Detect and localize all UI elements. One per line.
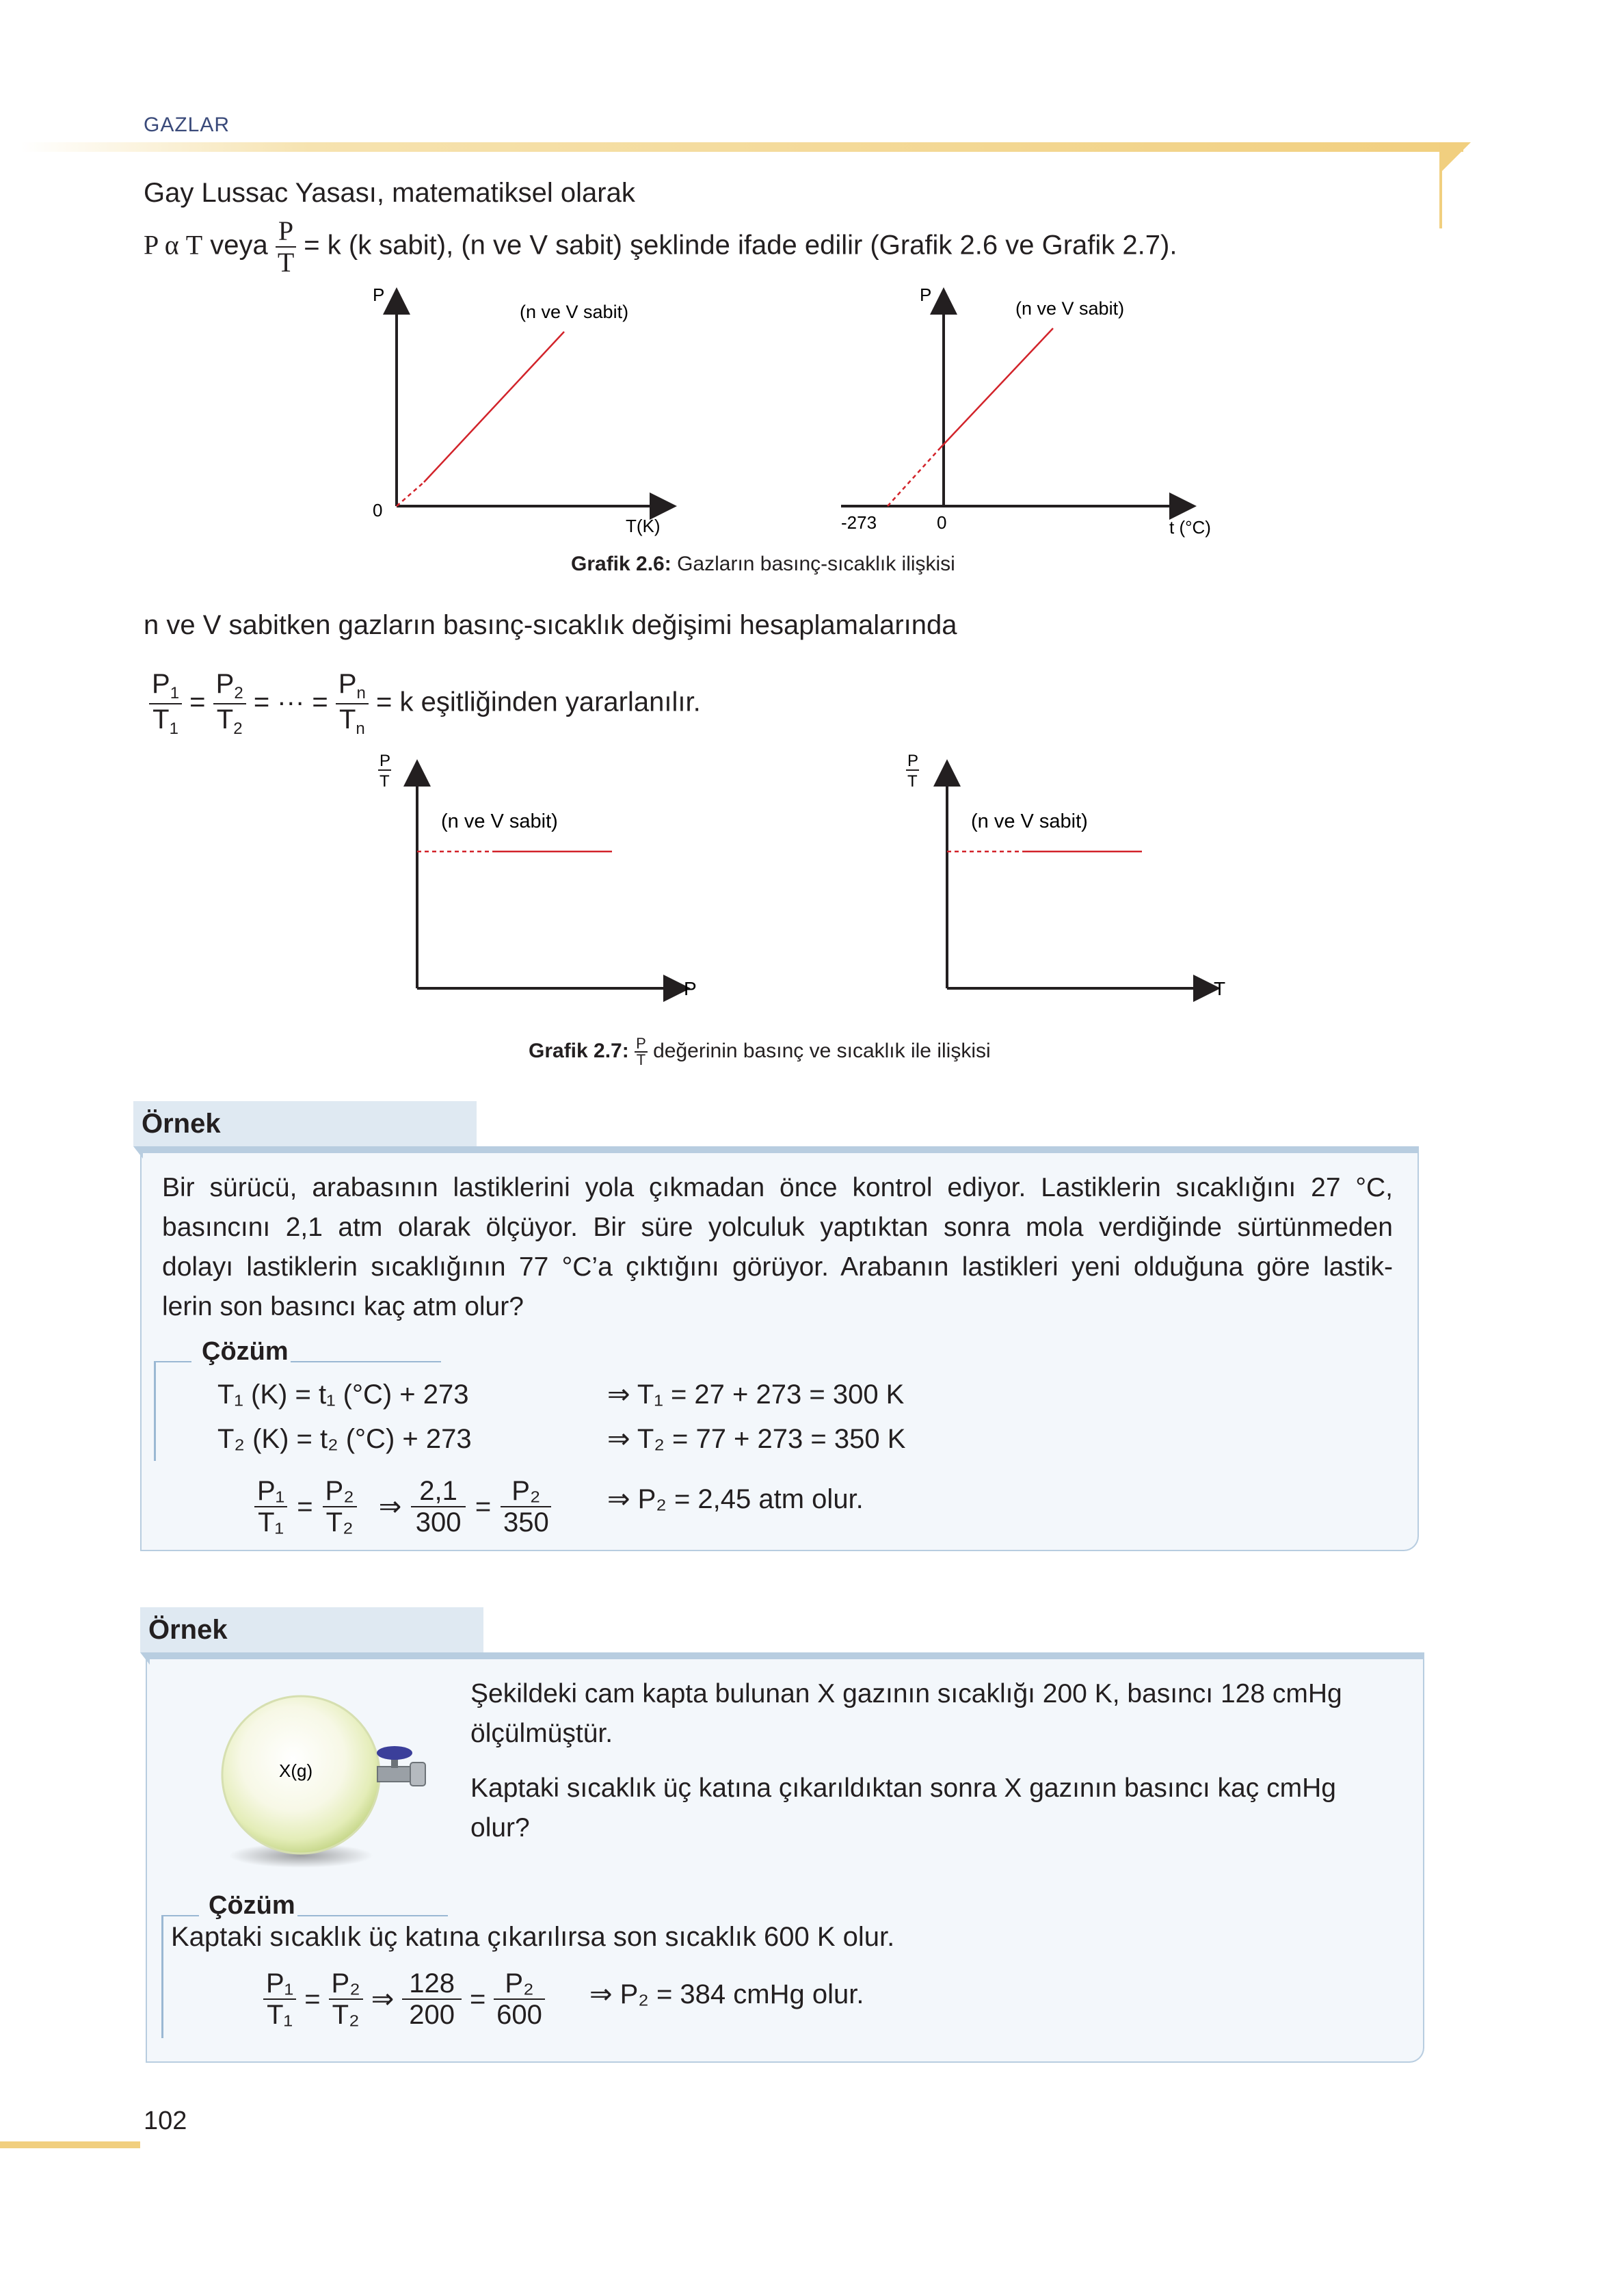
pressure-temperature-line: [424, 332, 564, 482]
x-label: P: [684, 978, 697, 999]
y-label-numerator: P: [907, 752, 919, 770]
veya-word: veya: [210, 230, 268, 261]
negative-intercept-label: -273: [841, 512, 877, 533]
example-1-tab: Örnek: [133, 1101, 477, 1146]
header-corner: [1439, 142, 1471, 174]
graph-2-6-left: [356, 287, 697, 540]
solution-bracket-top-right: [297, 1915, 448, 1916]
glass-vessel-figure: [205, 1686, 431, 1877]
ratio-values-2: $\frac{\text{P₂}}{600}$: [494, 1970, 544, 2029]
proportional-expression: P α T: [144, 229, 203, 261]
solution-row-2-left: T₂ (K) = t₂ (°C) + 273: [217, 1424, 472, 1454]
ellipsis: = ··· =: [253, 687, 328, 717]
ratio-1: $\frac{P_1}{T_1}$: [149, 670, 182, 737]
valve-end: [410, 1763, 425, 1786]
example-1-question: [162, 1168, 1393, 1327]
condition-note: (n ve V sabit): [971, 810, 1088, 832]
question-line: Bir sürücü, arabasının lastiklerini yola çıkmadan önce kontrol ediyor. Lastiklerin sıcaklığını 27 °C,: [162, 1173, 1393, 1202]
fraction-denominator: T: [277, 247, 295, 278]
condition-note: (n ve V sabit): [1015, 298, 1125, 319]
solution-row-3: $\frac{\text{P₁}}{\text{T₁}}$ = $\frac{\text{P₂}}{\text{T₂}}$ ⇒ $\frac{2,1}{300}$ = $\frac{\text{P₂}}{350}$: [254, 1477, 551, 1536]
page-number: 102: [144, 2107, 187, 2135]
footer-rule: [0, 2141, 140, 2148]
example-2-tab: Örnek: [140, 1607, 483, 1652]
fraction-numerator: P: [276, 217, 296, 248]
ratio-equality: [149, 670, 701, 737]
solution-heading: Çözüm: [209, 1891, 295, 1920]
intro-line-2-rest: = k (k sabit), (n ve V sabit) şeklinde ifade edilir (Grafik 2.6 ve Grafik 2.7).: [304, 230, 1177, 261]
condition-note: (n ve V sabit): [441, 810, 558, 832]
graph-2-6-caption: [571, 553, 955, 576]
solution-bracket-top: [154, 1361, 191, 1362]
pressure-temperature-line: [940, 328, 1053, 448]
question-line: Kaptaki sıcaklık üç katına çıkarıldıktan sonra X gazının basıncı kaç cmHg: [470, 1773, 1336, 1803]
extrapolated-line: [397, 482, 424, 506]
question-line: Şekildeki cam kapta bulunan X gazının sıcaklığı 200 K, basıncı 128 cmHg: [470, 1679, 1342, 1708]
section-header: GAZLAR: [144, 114, 230, 136]
example-1-tab-notch: [133, 1146, 143, 1159]
solution-bracket-top: [161, 1915, 199, 1916]
origin-label: 0: [373, 500, 383, 520]
solution-result: ⇒ P₂ = 384 cmHg olur.: [589, 1979, 864, 2009]
graph-2-7-left: [369, 752, 725, 1012]
solution-result: ⇒ P₂ = 2,45 atm olur.: [607, 1484, 864, 1514]
solution-row-1-right: ⇒ T₁ = 27 + 273 = 300 K: [607, 1380, 905, 1410]
header-rule: [21, 142, 1463, 152]
caption-fraction: $\frac{P}{T}$: [636, 1035, 646, 1068]
ratio-n: $\frac{P_n}{T_n}$: [336, 670, 369, 737]
gas-label: X(g): [279, 1760, 313, 1781]
example-2-question: [470, 1674, 1342, 1848]
graph-2-7-caption: [529, 1036, 991, 1068]
caption-label: Grafik 2.7:: [529, 1039, 629, 1062]
ratio-p2-t2: $\frac{\text{P₂}}{\text{T₂}}$: [329, 1970, 363, 2029]
p-over-t-fraction: [276, 217, 296, 276]
question-line: olur?: [470, 1813, 530, 1843]
solution-line: Kaptaki sıcaklık üç katına çıkarılırsa son sıcaklık 600 K olur.: [171, 1922, 895, 1952]
middle-line: n ve V sabitken gazların basınç-sıcaklık değişimi hesaplamalarında: [144, 610, 957, 640]
equality-tail: = k eşitliğinden yararlanılır.: [376, 687, 701, 717]
x-label: t (°C): [1169, 517, 1211, 538]
caption-text: Gazların basınç-sıcaklık ilişkisi: [677, 553, 955, 575]
ratio-values-1: $\frac{2,1}{300}$: [411, 1477, 466, 1536]
origin-label: 0: [937, 512, 947, 533]
question-line: dolayı lastiklerin sıcaklığının 77 °C’a çıktığını görüyor. Arabanın lastikleri yeni olduğuna göre lastik-: [162, 1252, 1393, 1282]
solution-heading: Çözüm: [202, 1337, 289, 1366]
graph-2-6-right: [827, 280, 1238, 540]
y-label: P: [373, 287, 385, 305]
solution-row-2-right: ⇒ T₂ = 77 + 273 = 350 K: [607, 1424, 906, 1454]
y-label: P: [920, 285, 932, 305]
solution-row-1-left: T₁ (K) = t₁ (°C) + 273: [217, 1380, 469, 1410]
valve-handle-icon: [377, 1746, 412, 1760]
intro-line-1: Gay Lussac Yasası, matematiksel olarak: [144, 178, 635, 208]
graph-2-7-right: [899, 752, 1255, 1012]
extrapolated-line: [888, 448, 940, 506]
ratio-2: $\frac{P_2}{T_2}$: [213, 670, 246, 737]
question-line: lerin son basıncı kaç atm olur?: [162, 1292, 524, 1321]
intro-line-2: [144, 217, 1177, 276]
x-label: T: [1214, 978, 1226, 999]
question-line: ölçülmüştür.: [470, 1719, 613, 1748]
question-line: basıncını 2,1 atm olarak ölçüyor. Bir süre yolculuk yaptıktan sonra mola verdiğinde sürtünmeden: [162, 1213, 1393, 1242]
ratio-values-1: $\frac{128}{200}$: [402, 1970, 462, 2029]
y-label-numerator: P: [380, 752, 391, 770]
caption-label: Grafik 2.6:: [571, 553, 671, 575]
example-2-tab-notch: [140, 1652, 150, 1665]
ratio-values-2: $\frac{\text{P₂}}{350}$: [501, 1477, 551, 1536]
ratio-p1-t1: $\frac{\text{P₁}}{\text{T₁}}$: [254, 1477, 287, 1536]
solution-bracket-side: [154, 1361, 156, 1461]
x-label: T(K): [626, 516, 661, 536]
y-label-denominator: T: [907, 772, 918, 791]
solution-bracket-top-right: [291, 1361, 441, 1362]
condition-note: (n ve V sabit): [520, 302, 629, 322]
equals: =: [189, 687, 206, 717]
solution-equation: $\frac{\text{P₁}}{\text{T₁}}$ = $\frac{\text{P₂}}{\text{T₂}}$ ⇒ $\frac{128}{200}$ = $\frac{\text{P₂}}{600}$: [263, 1970, 545, 2029]
solution-bracket-side: [161, 1915, 163, 2038]
ratio-p2-t2: $\frac{\text{P₂}}{\text{T₂}}$: [323, 1477, 357, 1536]
caption-text: değerinin basınç ve sıcaklık ile ilişkisi: [653, 1039, 991, 1062]
ratio-p1-t1: $\frac{\text{P₁}}{\text{T₁}}$: [263, 1970, 296, 2029]
y-label-denominator: T: [380, 772, 390, 791]
